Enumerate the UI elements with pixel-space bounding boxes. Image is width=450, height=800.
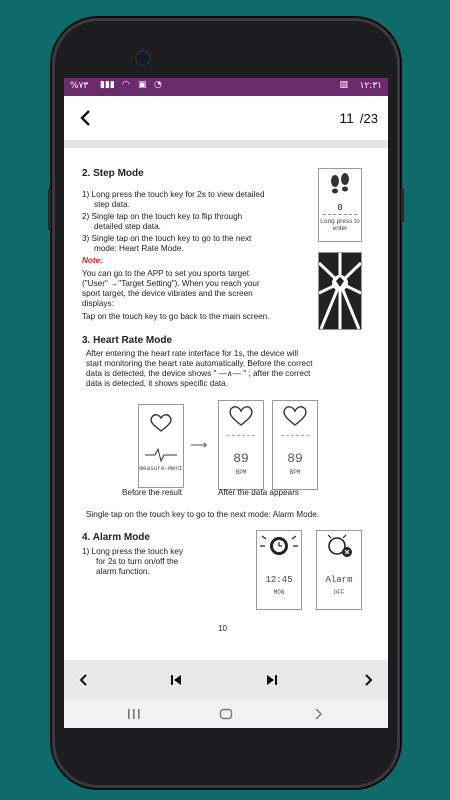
next-icon[interactable] — [356, 668, 380, 692]
last-page-icon[interactable] — [260, 668, 284, 692]
target-reached-illustration — [318, 252, 362, 330]
alarm-off-icon — [317, 531, 361, 561]
alarm-line-3: alarm function. — [96, 567, 150, 576]
status-left: %٧٣ — [70, 81, 89, 91]
step-count: 0 — [337, 203, 343, 213]
alarm-time: 12:45 — [265, 575, 293, 585]
alarm-line-2: for 2s to turn on/off the — [96, 557, 179, 566]
current-page: 11 — [339, 110, 354, 126]
separator — [64, 140, 388, 148]
image-icon: ▧ — [339, 80, 348, 90]
alarm-label: Alarm — [325, 575, 353, 585]
dash-divider — [227, 435, 255, 436]
pulse-icon — [145, 449, 177, 461]
recents-icon[interactable] — [122, 704, 146, 724]
arrow-icon: ⟶ — [190, 438, 208, 452]
hr-line-4: data is detected, it shows specific data. — [86, 379, 228, 388]
hr-after-illustration-1 — [218, 400, 264, 490]
prev-icon[interactable] — [72, 668, 96, 692]
alarm-line-1: 1) Long press the touch key — [82, 547, 184, 556]
front-camera — [137, 52, 149, 64]
document-page — [64, 148, 388, 660]
footprint-icon — [319, 169, 361, 203]
note-line-1: You can go to the APP to set you sports target — [82, 269, 250, 278]
measurement-label: measure-ment — [139, 465, 183, 472]
caption-before: Before the result — [122, 488, 183, 497]
step-line-6: mode: Heart Rate Mode. — [94, 244, 184, 253]
system-navigation — [64, 700, 388, 728]
page-indicator — [339, 110, 378, 126]
step-line-3: 2) Single tap on the touch key to flip through — [82, 212, 243, 221]
back-icon[interactable] — [72, 104, 100, 132]
heart-icon — [284, 407, 306, 425]
dash-divider — [281, 435, 309, 436]
hr-value-1: 89 — [233, 451, 249, 466]
total-pages: /23 — [359, 111, 378, 126]
hr-line-1: After entering the heart rate interface for 1s, the device will — [86, 349, 299, 358]
screen — [64, 78, 388, 728]
note-line-5: Tap on the touch key to go back to the main screen. — [82, 312, 270, 321]
top-bar — [64, 96, 388, 140]
alarm-clock-icon — [257, 531, 301, 561]
page-number: 10 — [218, 624, 227, 633]
status-time: ١٢:٣١ — [359, 81, 382, 91]
step-line-5: 3) Single tap on the touch key to go to the next — [82, 234, 252, 243]
hr-line-3: data is detected, the device shows " —∧— " ; after the correct — [86, 369, 311, 378]
caption-after: After the data appears — [218, 488, 300, 497]
sunburst-icon — [319, 253, 361, 329]
hr-next-line: Single tap on the touch key to go to the next mode: Alarm Mode. — [86, 510, 320, 519]
long-press-hint: Long press to enter — [320, 218, 360, 232]
alarm-on-illustration — [256, 530, 302, 610]
alarm-status: OFF — [333, 589, 345, 596]
hr-after-illustration-2 — [272, 400, 318, 490]
system-back-icon[interactable] — [306, 704, 330, 724]
step-mode-title: 2. Step Mode — [82, 168, 144, 179]
wifi-icon: ◠ — [122, 80, 130, 90]
first-page-icon[interactable] — [164, 668, 188, 692]
note-line-4: displays: — [82, 299, 114, 308]
hr-unit-2: BPM — [289, 469, 301, 476]
alarm-title: 4. Alarm Mode — [82, 532, 150, 543]
hr-before-illustration — [138, 404, 184, 488]
note-line-3: sport target, the device vibrates and the screen — [82, 289, 253, 298]
dash-divider — [323, 214, 357, 215]
step-line-4: detailed step data. — [94, 222, 161, 231]
signal-icon: ▮▮▮ — [100, 80, 115, 90]
notification-icon: ▣ — [138, 80, 147, 90]
alarm-status-icon: ◔ — [154, 80, 162, 90]
volume-button — [48, 188, 51, 230]
note-line-2: ("User" →"Target Setting"). When you reach your — [82, 279, 260, 288]
hr-unit-1: BPM — [235, 469, 247, 476]
step-line-1: 1) Long press the touch key for 2s to view detailed — [82, 190, 265, 199]
alarm-off-illustration — [316, 530, 362, 610]
page-navigation — [64, 660, 388, 700]
hr-value-2: 89 — [287, 451, 303, 466]
step-device-illustration — [318, 168, 362, 242]
status-bar — [64, 78, 388, 96]
alarm-day: MON — [273, 589, 285, 596]
step-line-2: step data. — [94, 200, 130, 209]
heart-icon — [151, 415, 171, 431]
heart-rate-title: 3. Heart Rate Mode — [82, 335, 173, 346]
hr-line-2: start monitoring the heart rate automatically. Before the correct — [86, 359, 313, 368]
power-button — [401, 188, 404, 222]
heart-icon — [230, 407, 252, 425]
home-icon[interactable] — [214, 704, 238, 724]
note-label: Note: — [82, 256, 103, 265]
